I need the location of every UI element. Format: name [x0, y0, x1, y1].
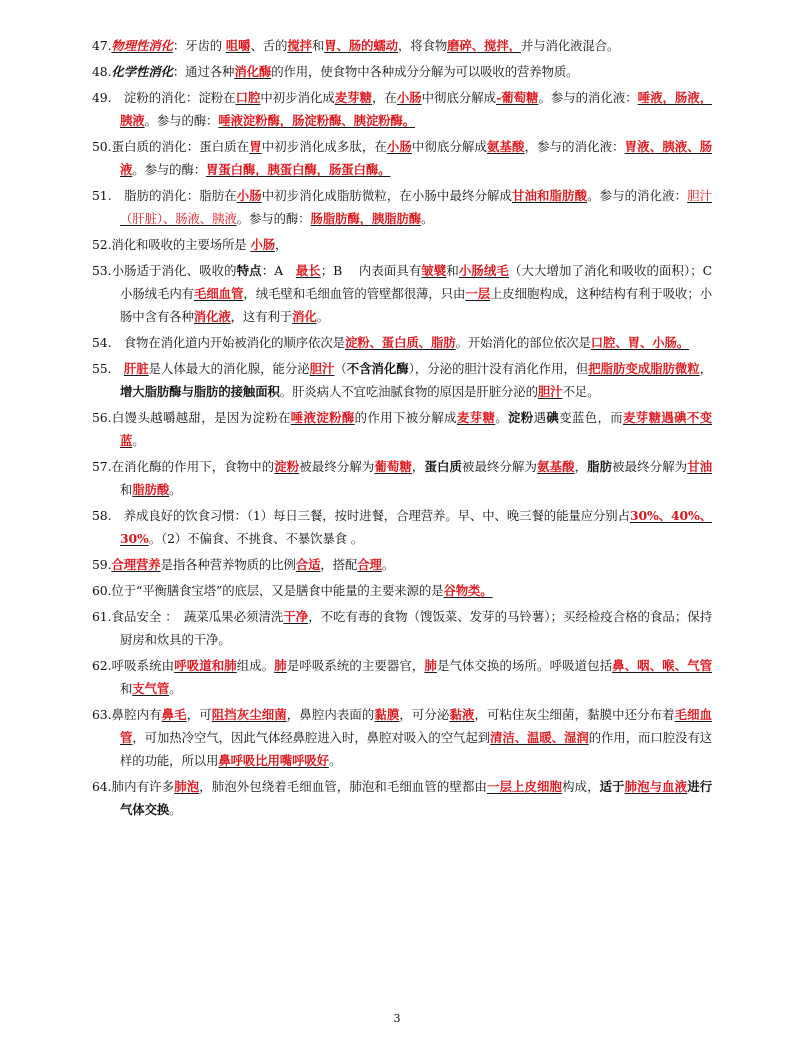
- list-item-56: [92, 406, 712, 452]
- highlight-term: 肺: [424, 658, 437, 673]
- list-item-50: [92, 135, 712, 181]
- text-segment: 特点: [236, 263, 262, 278]
- text-segment: 中彻底分解成: [421, 90, 497, 105]
- highlight-term: 脂肪酸: [132, 482, 170, 497]
- highlight-term: 麦芽糖遇碘不变蓝: [120, 410, 712, 448]
- text-segment: 蛋白质: [424, 459, 462, 474]
- text-segment: 变蓝色，而: [559, 410, 624, 425]
- text-segment: 。: [421, 211, 434, 226]
- highlight-term: 干净: [283, 609, 309, 624]
- text-segment: ，: [574, 459, 588, 474]
- highlight-term: 氨基酸: [537, 459, 575, 474]
- list-item-59: [92, 553, 712, 576]
- text-segment: 和: [120, 482, 133, 497]
- highlight-term: 鼻毛: [161, 707, 187, 722]
- highlight-term: 黏膜: [374, 707, 400, 722]
- highlight-term: 咀嚼: [225, 38, 251, 53]
- text-segment: 组成。: [236, 658, 275, 673]
- text-segment: 58. 养成良好的饮食习惯：（1）每日三餐，按时进餐，合理营养。早、中、晚三餐的能量应分别占: [92, 508, 630, 523]
- text-segment: ，搭配: [320, 557, 358, 572]
- text-segment: ：通过各种: [172, 64, 235, 79]
- text-segment: ，肺泡外包绕着毛细血管，肺泡和毛细血管的壁都由: [199, 779, 487, 794]
- list-item-60: [92, 579, 712, 602]
- text-segment: ，这有利于: [230, 309, 293, 324]
- text-segment: 是人体最大的消化腺，能分泌: [148, 361, 310, 376]
- list-item-52: [92, 233, 712, 256]
- highlight-term: 毛细血管: [120, 707, 712, 745]
- text-segment: ，: [411, 459, 425, 474]
- text-segment: ：A: [261, 263, 296, 278]
- highlight-term: 小肠绒毛: [458, 263, 509, 278]
- highlight-term: 呼吸道和肺: [174, 658, 237, 673]
- highlight-term: 黏液: [449, 707, 475, 722]
- text-segment: （大大增加了消化和吸收的面积）；C 小肠绒毛内有: [120, 263, 725, 301]
- highlight-term: 唾液，肠液，胰液: [120, 90, 712, 128]
- text-segment: 不足。: [562, 384, 600, 399]
- highlight-term: 阻挡灰尘细菌: [211, 707, 287, 722]
- text-segment: 64.肺内有许多: [92, 779, 175, 794]
- highlight-term: 搅拌: [287, 38, 312, 53]
- text-segment: 62.呼吸系统由: [92, 658, 175, 673]
- text-segment: 。参与的消化液：: [538, 90, 638, 105]
- highlight-term: 小肠: [386, 139, 412, 154]
- highlight-term: 清洁、温暖、湿润: [490, 730, 589, 745]
- highlight-term: 胃: [249, 139, 262, 154]
- text-segment: 51. 脂肪的消化：脂肪在: [92, 188, 237, 203]
- text-segment: ，不吃有毒的食物（馊饭菜、发芽的马铃薯）；买经检疫合格的食品；保持厨房和炊具的干净。: [120, 609, 712, 647]
- list-item-47: [92, 34, 712, 57]
- highlight-term: 肺泡: [174, 779, 200, 794]
- text-segment: 脂肪: [587, 459, 613, 474]
- highlight-term: 鼻、咽、喉、气管: [612, 658, 713, 673]
- list-item-55: [92, 357, 712, 403]
- text-segment: 60.位于“平衡膳食宝塔”的底层，又是膳食中能量的主要来源的是: [92, 583, 444, 598]
- text-segment: 。: [169, 482, 182, 497]
- highlight-term: 淀粉、蛋白质、脂肪: [344, 335, 456, 350]
- text-segment: 和: [446, 263, 459, 278]
- text-segment: 构成，: [562, 779, 600, 794]
- text-segment: 中初步消化成多肽，在: [261, 139, 387, 154]
- text-segment: 的作用，使食物中各种成分分解为可以吸收的营养物质。: [271, 64, 579, 79]
- text-segment: 并与消化液混合。: [520, 38, 620, 53]
- text-segment: 和: [311, 38, 325, 53]
- highlight-term: 麦芽糖: [456, 410, 496, 425]
- highlight-term: 把脂肪变成脂肪微粒: [588, 361, 700, 376]
- text-segment: 淀粉: [508, 410, 534, 425]
- text-segment: 。: [495, 410, 509, 425]
- highlight-term: 口腔、胃、小肠。: [590, 335, 690, 350]
- highlight-term: 合理: [357, 557, 382, 572]
- text-segment: 61.食品安全 ： 蔬菜瓜果必须清洗: [92, 609, 284, 624]
- text-segment: ，: [275, 237, 288, 252]
- text-segment: 49. 淀粉的消化：淀粉在: [92, 90, 236, 105]
- highlight-term: 胆汁: [537, 384, 563, 399]
- text-segment: 。参与的酶：: [144, 113, 219, 128]
- highlight-term: 麦芽糖: [334, 90, 373, 105]
- list-item-54: [92, 331, 712, 354]
- text-segment: 是气体交换的场所。呼吸道包括: [436, 658, 613, 673]
- text-segment: 50.蛋白质的消化：蛋白质在: [92, 139, 250, 154]
- text-segment: ，: [699, 361, 712, 376]
- text-segment: 被最终分解为: [299, 459, 375, 474]
- list-item-58: [92, 504, 712, 550]
- highlight-term: 小肠: [250, 237, 276, 252]
- highlight-term: 谷物类。: [443, 583, 493, 598]
- highlight-term: 胃液、胰液、肠液: [120, 139, 713, 177]
- highlight-term: 消化酶: [234, 64, 272, 79]
- text-segment: 。: [169, 681, 182, 696]
- text-segment: 。: [169, 802, 182, 817]
- text-segment: 。: [381, 557, 395, 572]
- text-segment: ，可粘住灰尘细菌，黏膜中还分布着: [474, 707, 675, 722]
- list-item-57: [92, 455, 712, 501]
- text-segment: 遇: [533, 410, 547, 425]
- text-segment: 。参与的消化液：: [587, 188, 688, 203]
- text-segment: 化学性消化: [111, 64, 173, 79]
- text-segment: 的作用下被分解成: [354, 410, 457, 425]
- highlight-term: 鼻呼吸比用嘴呼吸好: [218, 753, 329, 768]
- list-item-62: [92, 654, 712, 700]
- text-segment: ；B 内表面具有: [320, 263, 422, 278]
- list-item-63: [92, 703, 712, 772]
- text-segment: 47.: [92, 38, 112, 53]
- highlight-term: 淀粉: [274, 459, 300, 474]
- text-segment: 被最终分解为: [612, 459, 688, 474]
- highlight-term: 一层: [465, 286, 491, 301]
- highlight-term: 葡萄糖: [374, 459, 412, 474]
- text-segment: 是呼吸系统的主要器官，: [286, 658, 425, 673]
- text-segment: ，绒毛壁和毛细血管的管壁都很薄，只由: [243, 286, 466, 301]
- text-segment: ，可加热冷空气，因此气体经鼻腔进入时，鼻腔对吸入的空气起到: [132, 730, 491, 745]
- highlight-term: 肺: [274, 658, 287, 673]
- list-item-64: [92, 775, 712, 821]
- highlight-term: 氨基酸: [487, 139, 525, 154]
- text-segment: 进行气体交换: [120, 779, 713, 817]
- text-segment: 57.在消化酶的作用下，食物中的: [92, 459, 275, 474]
- highlight-term: 毛细血管: [194, 286, 244, 301]
- text-segment: 48.: [92, 64, 112, 79]
- text-segment: ，将食物: [397, 38, 448, 53]
- text-segment: 54. 食物在消化道内开始被消化的顺序依次是: [92, 335, 345, 350]
- text-segment: 。肝炎病人不宜吃油腻食物的原因是肝脏分泌的: [279, 384, 538, 399]
- highlight-term: 合适: [295, 557, 321, 572]
- highlight-term: 物理性消化: [111, 38, 173, 53]
- text-segment: 、舌的: [250, 38, 288, 53]
- document-body: [92, 34, 725, 824]
- text-segment: ，鼻腔内表面的: [286, 707, 375, 722]
- text-segment: ），分泌的胆汁没有消化作用，但: [408, 361, 589, 376]
- text-segment: 。（2）不偏食、不挑食、不暴饮暴食 。: [148, 531, 364, 546]
- highlight-term: 消化: [292, 309, 317, 324]
- text-segment: 。: [316, 309, 329, 324]
- highlight-term: 肺泡与血液: [624, 779, 688, 794]
- highlight-term: 一层上皮细胞: [486, 779, 563, 794]
- text-segment: 的作用，而口腔没有这样的功能，所以用: [120, 730, 712, 768]
- text-segment: ，在: [372, 90, 397, 105]
- highlight-term: 磨碎、搅拌，: [447, 38, 521, 53]
- text-segment: 。: [328, 753, 342, 768]
- text-segment: 中初步消化成: [260, 90, 335, 105]
- text-segment: 。: [132, 433, 145, 448]
- highlight-term: 胃、肠的蠕动: [324, 38, 398, 53]
- text-segment: ：牙齿的: [172, 38, 226, 53]
- highlight-term: 30%、40%、30%: [120, 508, 713, 546]
- page-number: 3: [393, 1012, 401, 1025]
- highlight-term: 甘油和脂肪酸: [512, 188, 588, 203]
- text-segment: 适于: [599, 779, 625, 794]
- highlight-term: 小肠: [236, 188, 262, 203]
- list-item-53: [92, 259, 725, 328]
- highlight-term: 皱襞: [421, 263, 447, 278]
- text-segment: 是指各种营养物质的比例: [160, 557, 296, 572]
- text-segment: 。开始消化的部位依次是: [455, 335, 591, 350]
- highlight-term: 肠脂肪酶，胰脂肪酶: [310, 211, 422, 226]
- highlight-term: 消化液: [193, 309, 231, 324]
- text-segment: 不含消化酶: [346, 361, 409, 376]
- list-item-61: [92, 605, 712, 651]
- text-segment: （: [334, 361, 347, 376]
- text-segment: 55.: [92, 361, 124, 376]
- text-segment: 。参与的酶：: [132, 162, 207, 177]
- highlight-term: 肝脏: [123, 361, 149, 376]
- text-segment: ，可: [186, 707, 212, 722]
- text-segment: 中彻底分解成: [411, 139, 488, 154]
- text-segment: 和: [120, 681, 133, 696]
- text-segment: 56.白馒头越嚼越甜，是因为淀粉在: [92, 410, 291, 425]
- highlight-term: 胃蛋白酶，胰蛋白酶，肠蛋白酶。: [206, 162, 391, 177]
- text-segment: 。参与的酶：: [236, 211, 311, 226]
- highlight-term: 最长: [295, 263, 321, 278]
- text-segment: 上皮细胞构成，这种结构有利于吸收；小肠中含有各种: [120, 286, 713, 324]
- highlight-term: 唾液淀粉酶: [290, 410, 355, 425]
- text-segment: 52.消化和吸收的主要场所是: [92, 237, 251, 252]
- highlight-term: 小肠: [396, 90, 422, 105]
- highlight-term: 口腔: [235, 90, 261, 105]
- text-segment: 59.: [92, 557, 112, 572]
- list-item-51: [92, 184, 712, 230]
- text-segment: ，参与的消化液：: [524, 139, 625, 154]
- highlight-term: 唾液淀粉酶，肠淀粉酶、胰淀粉酶。: [218, 113, 415, 128]
- text-segment: 被最终分解为: [461, 459, 538, 474]
- text-segment: 增大脂肪酶与脂肪的接触面积: [120, 384, 280, 399]
- highlight-term: 合理营养: [111, 557, 161, 572]
- text-segment: 53.小肠适于消化、吸收的: [92, 263, 237, 278]
- text-segment: 中初步消化成脂肪微粒，在小肠中最终分解成: [261, 188, 513, 203]
- highlight-term: 支气管: [132, 681, 170, 696]
- list-item-49: [92, 86, 712, 132]
- list-item-48: [92, 60, 712, 83]
- highlight-term: 胆汁（肝脏）、肠液、胰液: [120, 188, 712, 226]
- text-segment: ，可分泌: [399, 707, 450, 722]
- text-segment: 63.鼻腔内有: [92, 707, 162, 722]
- text-segment: 碘: [546, 410, 560, 425]
- highlight-term: -葡萄糖: [496, 90, 539, 105]
- highlight-term: 甘油: [687, 459, 713, 474]
- highlight-term: 胆汁: [309, 361, 335, 376]
